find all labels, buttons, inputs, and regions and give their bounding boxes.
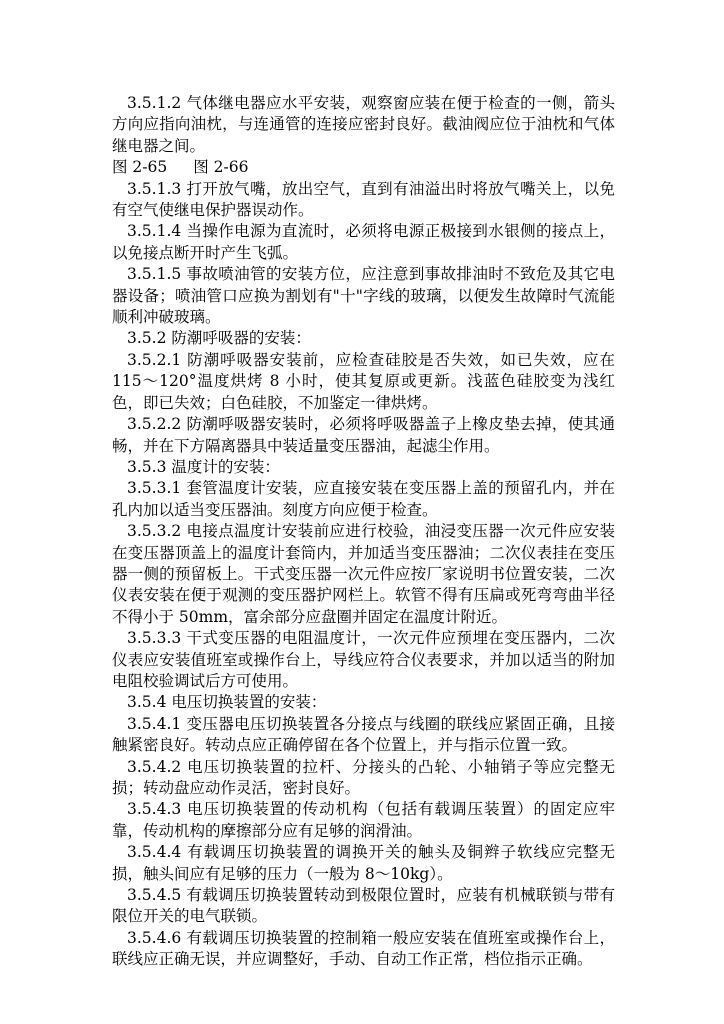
paragraph-3-5-4-2: 3.5.4.2 电压切换装置的拉杆、分接头的凸轮、小轴销子等应完整无损；转动盘应动作灵活，密封良好。: [112, 757, 615, 797]
paragraph-3-5-4-4: 3.5.4.4 有载调压切换装置的调换开关的触头及铜辫子软线应完整无损，触头间应有足够的压力（一般为 8～10kg）。: [112, 843, 615, 883]
paragraph-3-5-4-6: 3.5.4.6 有载调压切换装置的控制箱一般应安装在值班室或操作台上，联线应正确无误，并应调整好，手动、自动工作正常，档位指示正确。: [112, 928, 615, 969]
paragraph-3-5-4-3: 3.5.4.3 电压切换装置的传动机构（包括有载调压装置）的固定应牢靠，传动机构的摩擦部分应有足够的润滑油。: [112, 800, 615, 840]
paragraph-3-5-1-2: 3.5.1.2 气体继电器应水平安装，观察窗应装在便于检查的一侧，箭头方向应指向油枕，与连通管的连接应密封良好。截油阀应位于油枕和气体继电器之间。: [112, 94, 615, 155]
paragraph-3-5-4-1: 3.5.4.1 变压器电压切换装置各分接点与线圈的联线应紧固正确，且接触紧密良好。转动点应正确停留在各个位置上，并与指示位置一致。: [112, 714, 615, 755]
document-page: [112, 93, 615, 971]
paragraph-3-5-4-5: 3.5.4.5 有载调压切换装置转动到极限位置时，应装有机械联锁与带有限位开关的电气联锁。: [112, 886, 615, 926]
paragraph-3-5-2-1: 3.5.2.1 防潮呼吸器安装前，应检查硅胶是否失效，如已失效，应在 115～120°温度烘烤 8 小时，使其复原或更新。浅蓝色硅胶变为浅红色，即已失效；白色硅胶，不加鉴定一律烘烤。: [112, 350, 615, 412]
paragraph-3-5-1-4: 3.5.1.4 当操作电源为直流时，必须将电源正极接到水银侧的接点上，以免接点断开时产生飞弧。: [112, 222, 615, 262]
paragraph-3-5-3-1: 3.5.3.1 套管温度计安装，应直接安装在变压器上盖的预留孔内，并在孔内加以适当变压器油。刻度方向应便于检查。: [112, 479, 615, 519]
figure-ref-2-65: 图 2-65: [112, 158, 168, 177]
heading-3-5-3: 3.5.3 温度计的安装：: [127, 457, 280, 476]
heading-3-5-2: 3.5.2 防潮呼吸器的安装：: [127, 329, 311, 348]
paragraph-3-5-3-3: 3.5.3.3 干式变压器的电阻温度计，一次元件应预埋在变压器内，二次仪表应安装值班室或操作台上，导线应符合仪表要求，并加以适当的附加电阻校验调试后方可使用。: [112, 629, 615, 690]
paragraph-3-5-1-5: 3.5.1.5 事故喷油管的安装方位，应注意到事故排油时不致危及其它电器设备；喷油管口应换为割划有"十"字线的玻璃，以便发生故障时气流能顺利冲破玻璃。: [112, 265, 615, 327]
heading-3-5-4: 3.5.4 电压切换装置的安装：: [127, 693, 327, 712]
paragraph-3-5-2-2: 3.5.2.2 防潮呼吸器安装时，必须将呼吸器盖子上橡皮垫去掉，使其通畅，并在下方隔离器具中装适量变压器油，起滤尘作用。: [112, 415, 615, 455]
figure-ref-2-66: 图 2-66: [193, 158, 249, 177]
paragraph-3-5-3-2: 3.5.3.2 电接点温度计安装前应进行校验，油浸变压器一次元件应安装在变压器顶盖上的温度计套筒内，并加适当变压器油；二次仪表挂在变压器一侧的预留板上。干式变压器一次元件应按厂家说明书位置安装，二次仪表安装在便于观测的变压器护网栏上。软管不得有压扁或死弯弯曲半径不得小于 50mm，富余部分应盘圈并固定在温度计附近。: [112, 522, 615, 626]
paragraph-3-5-1-3: 3.5.1.3 打开放气嘴，放出空气，直到有油溢出时将放气嘴关上，以免有空气使继电保护器误动作。: [112, 179, 615, 220]
figure-references: [112, 157, 615, 178]
